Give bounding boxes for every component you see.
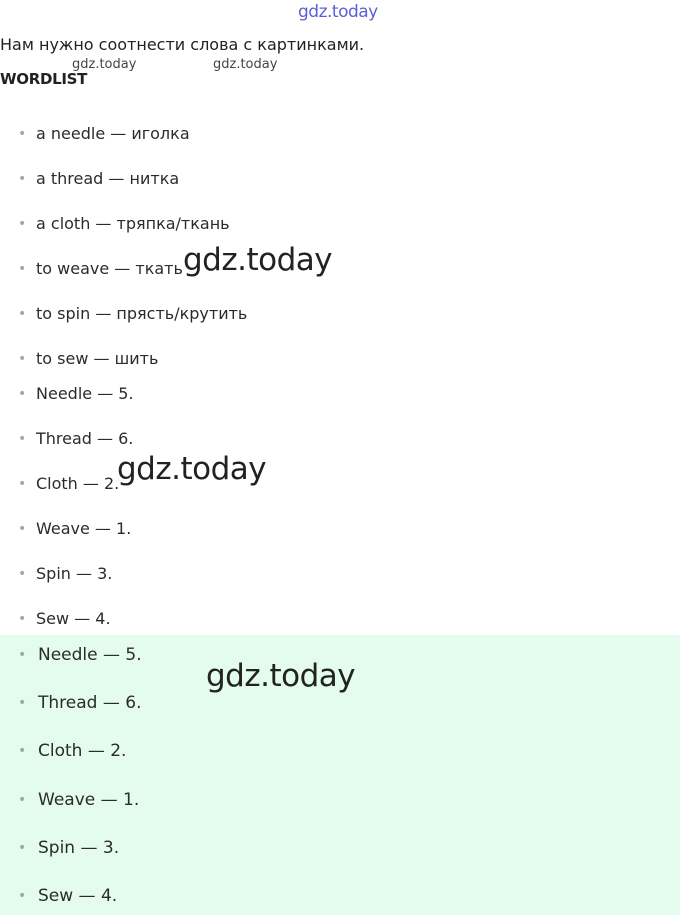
bullet-icon: • <box>18 695 27 711</box>
list-item-text: Cloth — 2. <box>36 474 120 493</box>
bullet-icon: • <box>18 351 27 367</box>
answer-text: Sew — 4. <box>38 886 118 906</box>
list-item <box>18 384 134 404</box>
bullet-icon: • <box>18 386 27 402</box>
list-item-text: a cloth — тряпка/ткань <box>36 214 230 233</box>
list-item-text: Spin — 3. <box>36 564 113 583</box>
list-item-text: Weave — 1. <box>36 519 132 538</box>
list-item <box>18 564 113 584</box>
watermark-large: gdz.today <box>183 242 333 278</box>
bullet-icon: • <box>18 647 27 663</box>
answer-text: Thread — 6. <box>38 693 142 713</box>
watermark-small: gdz.today <box>213 57 278 72</box>
list-item-text: Sew — 4. <box>36 609 111 628</box>
list-item-text: a thread — нитка <box>36 169 180 188</box>
wordlist-heading: WORDLIST <box>0 70 88 88</box>
bullet-icon: • <box>18 431 27 447</box>
bullet-icon: • <box>18 126 27 142</box>
list-item <box>18 169 180 189</box>
answer-text: Weave — 1. <box>38 790 140 810</box>
bullet-icon: • <box>18 306 27 322</box>
answer-text: Cloth — 2. <box>38 741 127 761</box>
answer-item <box>18 838 120 858</box>
answer-item <box>18 886 118 906</box>
list-item-text: to sew — шить <box>36 349 159 368</box>
list-item <box>18 214 230 234</box>
list-item <box>18 349 159 369</box>
bullet-icon: • <box>18 888 27 904</box>
list-item-text: Needle — 5. <box>36 384 134 403</box>
list-item <box>18 519 132 539</box>
bullet-icon: • <box>18 611 27 627</box>
list-item <box>18 429 134 449</box>
list-item <box>18 474 120 494</box>
list-item <box>18 124 190 144</box>
answer-text: Spin — 3. <box>38 838 120 858</box>
list-item <box>18 259 183 279</box>
bullet-icon: • <box>18 216 27 232</box>
list-item-text: to spin — прясть/крутить <box>36 304 248 323</box>
answer-item <box>18 693 142 713</box>
watermark-top: gdz.today <box>298 2 378 22</box>
list-item-text: Thread — 6. <box>36 429 134 448</box>
list-item <box>18 609 111 629</box>
answer-item <box>18 741 127 761</box>
list-item <box>18 304 248 324</box>
list-item-text: to weave — ткать <box>36 259 183 278</box>
list-item-text: a needle — иголка <box>36 124 190 143</box>
bullet-icon: • <box>18 171 27 187</box>
watermark-large: gdz.today <box>206 658 356 694</box>
bullet-icon: • <box>18 521 27 537</box>
watermark-small: gdz.today <box>72 57 137 72</box>
bullet-icon: • <box>18 792 27 808</box>
answer-text: Needle — 5. <box>38 645 142 665</box>
bullet-icon: • <box>18 566 27 582</box>
answer-item <box>18 790 140 810</box>
watermark-large: gdz.today <box>117 451 267 487</box>
bullet-icon: • <box>18 840 27 856</box>
answer-item <box>18 645 142 665</box>
bullet-icon: • <box>18 261 27 277</box>
bullet-icon: • <box>18 476 27 492</box>
intro-text: Нам нужно соотнести слова с картинками. <box>0 35 365 54</box>
bullet-icon: • <box>18 743 27 759</box>
